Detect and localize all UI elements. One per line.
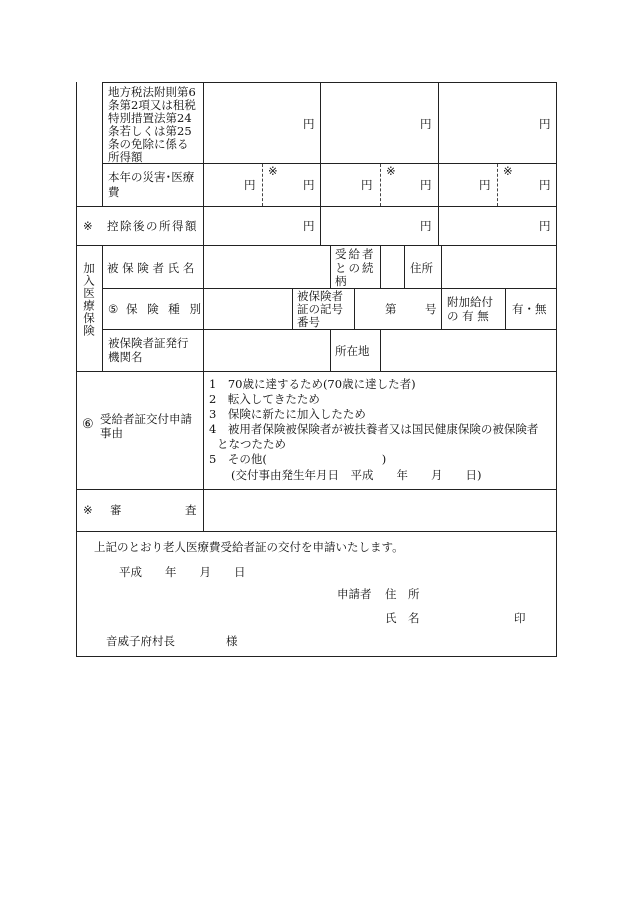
reason-number: ⑥ bbox=[82, 417, 94, 432]
tax-exemption-label-1: 地方税法附則第6 bbox=[108, 85, 196, 99]
yen-r3-2: 円 bbox=[420, 219, 432, 233]
tax-exemption-label-5: 条の免除に係る bbox=[108, 137, 189, 151]
dash-1 bbox=[262, 164, 263, 206]
line-r4-d bbox=[441, 245, 442, 288]
reason-item-4b: となつたため bbox=[217, 437, 286, 451]
after-deduction-label: 控除後の所得額 bbox=[107, 219, 198, 233]
issuer-label-1: 被保険者証発行 bbox=[108, 336, 189, 350]
line-top bbox=[102, 82, 557, 83]
yen-r2-2: 円 bbox=[303, 178, 315, 192]
reason-item-2: 2 転入してきたため bbox=[209, 392, 320, 406]
yen-r2-3: 円 bbox=[361, 178, 373, 192]
tax-exemption-label-2: 条第2項又は租税 bbox=[108, 98, 196, 112]
line-row2-bottom bbox=[76, 206, 557, 207]
applicant-name-label: 氏 名 bbox=[385, 611, 420, 625]
review-label-right: 査 bbox=[185, 503, 197, 517]
reason-item-5: 5 その他( ) bbox=[209, 452, 387, 466]
medical-label-1: 本年の災害･医療 bbox=[108, 170, 195, 184]
note-mark-r2-3: ※ bbox=[503, 164, 513, 178]
reason-issue-date: (交付事由発生年月日 平成 年 月 日) bbox=[231, 468, 482, 482]
honorific: 様 bbox=[226, 634, 238, 648]
reason-item-4: 4 被用者保険被保険者が被扶養者又は国民健康保険の被保険者 bbox=[209, 422, 539, 436]
tax-exemption-label-4: 条若しくは第25 bbox=[108, 124, 192, 138]
application-date: 平成 年 月 日 bbox=[119, 565, 246, 579]
dai-label: 第 bbox=[385, 302, 397, 316]
line-r4-c bbox=[404, 245, 405, 288]
line-col2 bbox=[320, 82, 321, 245]
applicant-label: 申請者 bbox=[337, 587, 372, 601]
yen-r1-c3: 円 bbox=[539, 117, 551, 131]
line-r4-b bbox=[380, 245, 381, 288]
yen-r3-3: 円 bbox=[539, 219, 551, 233]
card-code-label-2: 証の記号 bbox=[297, 302, 343, 316]
location-label: 所在地 bbox=[335, 344, 370, 358]
reason-label-2: 事由 bbox=[100, 426, 123, 440]
line-r5-a bbox=[292, 288, 293, 329]
review-mark: ※ bbox=[83, 503, 93, 517]
line-bottom bbox=[76, 656, 557, 657]
relation-label-1: 受給者 bbox=[335, 247, 376, 261]
line-r6-b bbox=[380, 329, 381, 371]
dash-2 bbox=[380, 164, 381, 206]
after-deduction-mark: ※ bbox=[83, 219, 93, 233]
yen-r2-1: 円 bbox=[244, 178, 256, 192]
line-r5-d bbox=[505, 288, 506, 329]
relation-label-3: 柄 bbox=[335, 274, 347, 288]
line-row3-bottom bbox=[76, 245, 557, 246]
border-left bbox=[76, 82, 77, 656]
tax-exemption-label-6: 所得額 bbox=[108, 150, 143, 164]
line-row1-bottom bbox=[102, 163, 557, 164]
go-label: 号 bbox=[425, 302, 437, 316]
seal-mark: 印 bbox=[514, 611, 526, 625]
relation-label-2: との続 bbox=[335, 261, 376, 275]
line-r5-c bbox=[441, 288, 442, 329]
reason-item-3: 3 保険に新たに加入したため bbox=[209, 407, 366, 421]
addressee: 音威子府村長 bbox=[106, 634, 175, 648]
card-code-label-1: 被保険者 bbox=[297, 289, 343, 303]
card-code-label-3: 番号 bbox=[297, 315, 320, 329]
review-label-left: 審 bbox=[110, 503, 122, 517]
medical-label-2: 費 bbox=[108, 185, 120, 199]
yen-r2-5: 円 bbox=[479, 178, 491, 192]
insurance-type-label: 保 険 種 別 bbox=[126, 302, 204, 316]
yen-r2-6: 円 bbox=[539, 178, 551, 192]
line-r5-b bbox=[354, 288, 355, 329]
reason-item-1: 1 70歳に達するため(70歳に達した者) bbox=[209, 377, 416, 391]
line-row6-bottom bbox=[76, 371, 557, 372]
line-col3 bbox=[438, 82, 439, 245]
line-r4-a bbox=[330, 245, 331, 288]
insurance-type-number: ⑤ bbox=[108, 302, 119, 316]
note-mark-r2-1: ※ bbox=[268, 164, 278, 178]
yen-r3-1: 円 bbox=[303, 219, 315, 233]
yes-no-value: 有・無 bbox=[512, 302, 547, 316]
dash-3 bbox=[497, 164, 498, 206]
note-mark-r2-2: ※ bbox=[386, 164, 396, 178]
line-row7-bottom bbox=[76, 489, 557, 490]
applicant-address-label: 住 所 bbox=[385, 587, 420, 601]
additional-benefit-label-1: 附加給付 bbox=[447, 295, 493, 309]
reason-label-1: 受給者証交付申請 bbox=[100, 412, 192, 426]
insured-name-label: 被 保 険 者 氏 名 bbox=[107, 261, 195, 275]
insurance-group-label: 加入医療保険 bbox=[82, 262, 96, 337]
address-small-label: 住所 bbox=[410, 261, 433, 275]
border-right bbox=[556, 82, 557, 656]
yen-r1-c1: 円 bbox=[303, 117, 315, 131]
line-label-col-2 bbox=[102, 245, 103, 371]
issuer-label-2: 機関名 bbox=[108, 350, 143, 364]
yen-r2-4: 円 bbox=[420, 178, 432, 192]
line-label-col bbox=[102, 82, 103, 206]
application-statement: 上記のとおり老人医療費受給者証の交付を申請いたします。 bbox=[94, 540, 404, 554]
additional-benefit-label-2: の 有 無 bbox=[447, 309, 489, 323]
line-row8-bottom bbox=[76, 531, 557, 532]
yen-r1-c2: 円 bbox=[420, 117, 432, 131]
line-r6-a bbox=[330, 329, 331, 371]
tax-exemption-label-3: 特別措置法第24 bbox=[108, 111, 192, 125]
